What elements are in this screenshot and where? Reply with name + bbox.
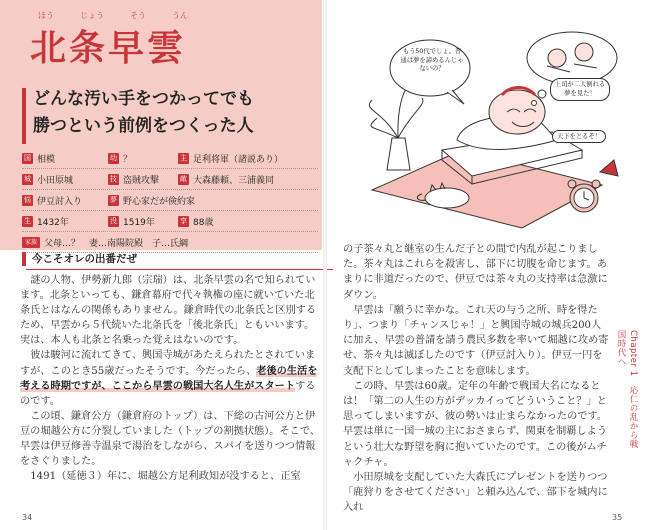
age-icon: 享 <box>180 216 187 225</box>
dream-icon: 夢 <box>110 195 117 204</box>
profile-died: 1519年 <box>123 217 155 228</box>
worry-icon: 悩 <box>24 195 31 204</box>
subtitle <box>33 86 254 140</box>
subtitle-line-1: どんな汚い手をつかってでも <box>33 89 254 109</box>
paragraph: の子茶々丸と継室の生んだ子との間で内乱が起こりました。茶々丸はこれらを殺害し、部下に切腹を命じます。あまりに非道だったので、伊豆では茶々丸の支持率は急激にダウン。 <box>343 244 608 301</box>
born-icon: 生 <box>24 216 31 225</box>
furigana-4: うん <box>172 11 188 20</box>
alarm-clock-icon <box>568 180 600 212</box>
profile-enemy: 大森藤頼、三浦義同 <box>193 175 275 186</box>
right-body-text <box>343 242 611 516</box>
paragraph: 謎の人物、伊勢新九郎（宗瑞）は、北条早雲の名で知られています。北条といっても、鎌倉幕府で代々執権の座に就いていた北条氏とはなんの関係もありません。鎌倉時代の北条氏と区別するため、早雲から５代続いた北条氏を「後北条氏」ともいいます。実は、本人も北条と名乗った覚えはないのです。 <box>20 275 317 347</box>
paragraph <box>20 348 320 408</box>
profile-province: 相模 <box>37 154 56 165</box>
profile-skill: 盗賊攻撃 <box>123 175 160 186</box>
chapter-tab: Chapter 1 応仁の乱から戦国時代へ <box>616 330 638 449</box>
profile-childhood: ？ <box>123 154 133 165</box>
province-icon: 国 <box>24 153 31 162</box>
skill-icon: 技 <box>110 174 117 183</box>
page-title: 北条早雲 <box>30 28 187 69</box>
profile-row <box>22 148 318 169</box>
paragraph-tail: するのです。 <box>20 380 316 407</box>
enemy-icon: 敵 <box>180 174 187 183</box>
subtitle-line-2: 勝つという前例をつくった人 <box>33 116 254 136</box>
family-icon: 家族 <box>22 237 40 248</box>
paragraph: 1491（延徳３）年に、堀越公方足利政知が没すると、正室 <box>30 471 301 483</box>
profile-row <box>22 169 318 190</box>
illustration <box>352 0 622 232</box>
page-number-left: 34 <box>22 513 33 522</box>
plant-icon <box>369 85 423 170</box>
paragraph-text: 彼は駿河に流れてきて、興国寺城があたえられたとされていますが、このとき55歳だったそうです。今だったら、 <box>20 350 316 377</box>
paragraph: この時、早雲は60歳。定年の年齢で戦国大名になるとは！「第二の人生の方がデッカイってどういうこと？」と思ってしまいますが、彼の勢いは止まらなかったのです。早雲は単に一国一城の主におさまらず、関東を制覇しようという壮大な野望を胸に抱いていたのです。この後がムチャクチャ。 <box>343 380 608 468</box>
castle-icon: 城 <box>24 174 31 183</box>
profile-castle: 小田原城 <box>37 175 74 186</box>
subtitle-accent-bar <box>22 88 26 144</box>
highlight-text: 老後の生活を考える時期ですが、ここから早雲の戦国大名人生がスタート <box>20 365 318 392</box>
section-heading: 今こそオレの出番だぜ <box>22 252 332 266</box>
profile-table <box>22 148 318 253</box>
furigana-3: そう <box>130 11 146 20</box>
furigana-1: ほう <box>38 11 54 20</box>
left-body-text <box>20 273 320 484</box>
furigana-2: じょう <box>80 11 104 20</box>
helmet-icon <box>600 160 618 176</box>
paragraph: 小田原城を支配していた大森氏にプレゼントを送りつつ「鹿狩りをさせてください」と頼み込んで、部下を城内に入れ <box>343 472 608 514</box>
master-icon: 主 <box>180 153 187 162</box>
profile-family: 父母…？ 妻…南陽院殿 子…氏綱 <box>44 238 189 249</box>
died-icon: 没 <box>110 216 117 225</box>
speech-bubble-3: 天下をとるぞ！ <box>552 130 606 143</box>
profile-worry: 伊豆討入り <box>37 196 83 207</box>
book-gutter <box>323 0 327 530</box>
profile-born: 1432年 <box>37 217 69 228</box>
title-header <box>0 0 322 250</box>
profile-row <box>22 190 318 211</box>
speech-bubble-1: もう50代でしょ。普通は夢を諦めるんじゃないの？ <box>400 48 464 73</box>
profile-master: 足利将軍（諸説あり） <box>193 154 284 165</box>
paragraph: この頃、鎌倉公方（鎌倉府のトップ）は、下総の古河公方と伊豆の堀越公方に分裂していました（トップの割拠状態）。そこで、早雲は伊豆修善寺温泉で湯治をしながら、スパイを送りつつ情報をさぐりました。 <box>20 410 321 468</box>
profile-row <box>22 232 318 253</box>
speech-bubble-2: 上司が二人倒れる夢を見た！ <box>550 78 610 101</box>
paragraph: 早雲は「願うに幸かな。これ天の与う之所、時を得たり」、つまり「チャンスじゃ！」と興国寺城の城兵200人に加え、早雲の普請を請う農民多数を率いて堀越に攻め寄せ、茶々丸は滅ぼしたのです（伊豆討入り）。伊豆一円を支配下としてしまったことを意味します。 <box>343 304 609 377</box>
profile-row <box>22 211 318 232</box>
childhood-icon: 幼 <box>110 153 117 162</box>
profile-personality: 野心家だが倹約家 <box>123 196 196 207</box>
page-number-right: 35 <box>612 513 623 522</box>
profile-age: 88歳 <box>193 217 214 228</box>
